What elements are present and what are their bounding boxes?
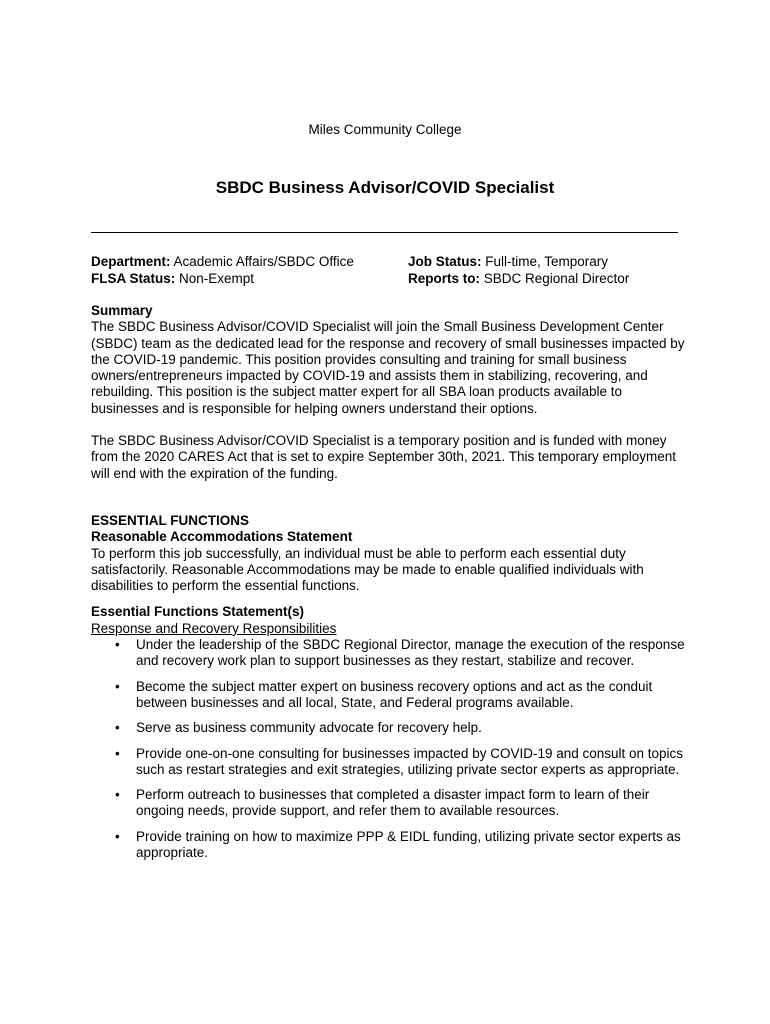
reports-to-label: Reports to: bbox=[408, 270, 480, 286]
responsibilities-list bbox=[91, 637, 686, 861]
list-item bbox=[91, 746, 686, 779]
bullet-icon: • bbox=[115, 678, 120, 694]
job-status-value: Full-time, Temporary bbox=[481, 254, 609, 269]
bullet-icon: • bbox=[115, 720, 120, 736]
flsa-label: FLSA Status: bbox=[91, 270, 176, 286]
bullet-icon: • bbox=[115, 787, 120, 803]
document-title: SBDC Business Advisor/COVID Specialist bbox=[215, 178, 555, 197]
statements-heading: Essential Functions Statement(s) bbox=[91, 604, 305, 620]
job-status-line bbox=[408, 254, 629, 271]
department-label: Department: bbox=[91, 254, 171, 269]
list-item bbox=[91, 787, 686, 820]
college-name: Miles Community College bbox=[308, 122, 462, 137]
reports-to-line bbox=[408, 271, 629, 288]
job-status-label: Job Status: bbox=[408, 254, 482, 269]
summary-paragraph-1: The SBDC Business Advisor/COVID Specialist will join the Small Business Development Center (SBDC) team as the dedicated lead for the response and recovery of small businesses impacted by the COVID-19 pandemic. This position provides consulting and training for small business owners/entrepreneurs impacted by COVID-19 and assists them in stabilizing, recovering, and rebuilding. This position is the subject matter expert for all SBA loan products available to businesses and is responsible for helping owners understand their options. bbox=[91, 319, 685, 416]
list-item-text: Perform outreach to businesses that completed a disaster impact form to learn of their ongoing needs, provide support, and refer them to available resources. bbox=[136, 787, 650, 819]
meta-right-column bbox=[408, 254, 629, 287]
meta-left-column bbox=[91, 254, 354, 287]
essential-functions-heading: ESSENTIAL FUNCTIONS bbox=[91, 512, 250, 528]
bullet-icon: • bbox=[115, 828, 120, 844]
list-item bbox=[91, 637, 686, 670]
accommodations-text: To perform this job successfully, an individual must be able to perform each essential duty satisfactorily. Reasonable Accommodations may be made to enable qualified individuals with disabilities to perform the essential functions. bbox=[91, 545, 644, 594]
list-item bbox=[91, 829, 686, 862]
list-item-text: Provide training on how to maximize PPP & EIDL funding, utilizing private sector experts as appropriate. bbox=[136, 828, 681, 861]
bullet-icon: • bbox=[115, 745, 120, 761]
title-divider bbox=[91, 232, 678, 233]
document-body bbox=[91, 303, 686, 870]
bullet-icon: • bbox=[115, 637, 120, 653]
list-item bbox=[91, 720, 686, 736]
list-item-text: Serve as business community advocate for recovery help. bbox=[136, 720, 482, 736]
department-value: Academic Affairs/SBDC Office bbox=[170, 254, 354, 269]
summary-heading: Summary bbox=[91, 303, 153, 318]
responsibilities-heading: Response and Recovery Responsibilities bbox=[91, 620, 337, 636]
list-item bbox=[91, 679, 686, 712]
department-line bbox=[91, 254, 354, 271]
reports-to-value: SBDC Regional Director bbox=[480, 270, 630, 286]
flsa-value: Non-Exempt bbox=[175, 270, 255, 286]
list-item-text: Under the leadership of the SBDC Regional Director, manage the execution of the response and recovery work plan to support businesses as they restart, stabilize and recover. bbox=[136, 637, 685, 669]
accommodations-heading: Reasonable Accommodations Statement bbox=[91, 529, 353, 545]
list-item-text: Become the subject matter expert on business recovery options and act as the conduit between businesses and all local, State, and Federal programs available. bbox=[136, 678, 653, 710]
summary-paragraph-2: The SBDC Business Advisor/COVID Specialist is a temporary position and is funded with money from the 2020 CARES Act that is set to expire September 30th, 2021. This temporary employment will end with the expiration of the funding. bbox=[91, 433, 677, 481]
list-item-text: Provide one-on-one consulting for businesses impacted by COVID-19 and consult on topics such as restart strategies and exit strategies, utilizing private sector experts as appropriate. bbox=[136, 745, 684, 777]
flsa-line bbox=[91, 271, 354, 288]
